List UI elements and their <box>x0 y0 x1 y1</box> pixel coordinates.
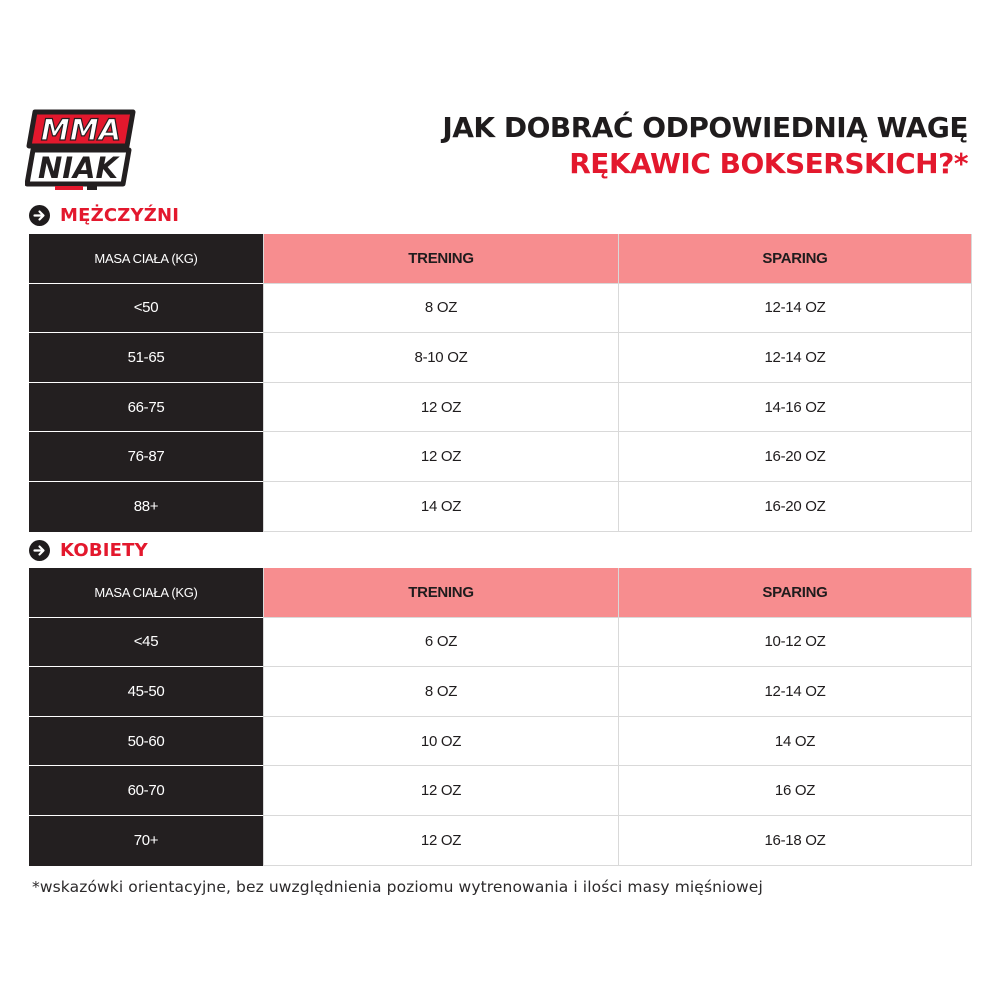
column-header-body-mass: MASA CIAŁA (KG) <box>29 234 263 284</box>
body-mass-cell: 51-65 <box>29 333 263 383</box>
training-cell: 12 OZ <box>263 816 618 866</box>
training-cell: 12 OZ <box>263 432 618 482</box>
sparring-cell: 12-14 OZ <box>618 333 972 383</box>
sparring-cell: 14 OZ <box>618 717 972 767</box>
training-cell: 8-10 OZ <box>263 333 618 383</box>
body-mass-cell: 76-87 <box>29 432 263 482</box>
column-header-sparring: SPARING <box>618 568 972 618</box>
sparring-cell: 16-20 OZ <box>618 432 972 482</box>
training-cell: 12 OZ <box>263 383 618 433</box>
size-table-men <box>29 234 972 532</box>
sparring-cell: 14-16 OZ <box>618 383 972 433</box>
sparring-cell: 12-14 OZ <box>618 284 972 334</box>
headline-line-1: JAK DOBRAĆ ODPOWIEDNIĄ WAGĘ <box>442 111 968 144</box>
section-title: KOBIETY <box>60 540 148 561</box>
column-header-training: TRENING <box>263 568 618 618</box>
arrow-right-icon <box>29 205 50 226</box>
table-row <box>29 333 972 383</box>
training-cell: 14 OZ <box>263 482 618 532</box>
svg-text:MMA: MMA <box>40 113 122 147</box>
size-table-women <box>29 568 972 866</box>
table-header-row <box>29 234 972 284</box>
sparring-cell: 10-12 OZ <box>618 618 972 668</box>
table-row <box>29 432 972 482</box>
section-title: MĘŻCZYŹNI <box>60 205 180 226</box>
body-mass-cell: 70+ <box>29 816 263 866</box>
body-mass-cell: 60-70 <box>29 766 263 816</box>
table-row <box>29 482 972 532</box>
sparring-cell: 16 OZ <box>618 766 972 816</box>
footnote: *wskazówki orientacyjne, bez uwzględnienia poziomu wytrenowania i ilości masy mięśniowej <box>32 878 763 896</box>
headline-line-2: RĘKAWIC BOKSERSKICH?* <box>569 147 968 180</box>
table-row <box>29 766 972 816</box>
table-row <box>29 383 972 433</box>
table-row <box>29 667 972 717</box>
training-cell: 12 OZ <box>263 766 618 816</box>
sparring-cell: 16-18 OZ <box>618 816 972 866</box>
arrow-right-icon <box>29 540 50 561</box>
sparring-cell: 16-20 OZ <box>618 482 972 532</box>
body-mass-cell: <45 <box>29 618 263 668</box>
column-header-body-mass: MASA CIAŁA (KG) <box>29 568 263 618</box>
headline <box>442 110 968 182</box>
training-cell: 8 OZ <box>263 284 618 334</box>
section-label-women <box>29 540 148 561</box>
table-header-row <box>29 568 972 618</box>
body-mass-cell: 45-50 <box>29 667 263 717</box>
column-header-training: TRENING <box>263 234 618 284</box>
training-cell: 6 OZ <box>263 618 618 668</box>
training-cell: 10 OZ <box>263 717 618 767</box>
body-mass-cell: 88+ <box>29 482 263 532</box>
table-row <box>29 284 972 334</box>
table-row <box>29 717 972 767</box>
body-mass-cell: <50 <box>29 284 263 334</box>
section-label-men <box>29 205 179 226</box>
svg-text:NIAK: NIAK <box>38 151 118 185</box>
body-mass-cell: 66-75 <box>29 383 263 433</box>
training-cell: 8 OZ <box>263 667 618 717</box>
sparring-cell: 12-14 OZ <box>618 667 972 717</box>
body-mass-cell: 50-60 <box>29 717 263 767</box>
table-row <box>29 618 972 668</box>
column-header-sparring: SPARING <box>618 234 972 284</box>
table-row <box>29 816 972 866</box>
mmaniak-logo <box>25 108 137 192</box>
